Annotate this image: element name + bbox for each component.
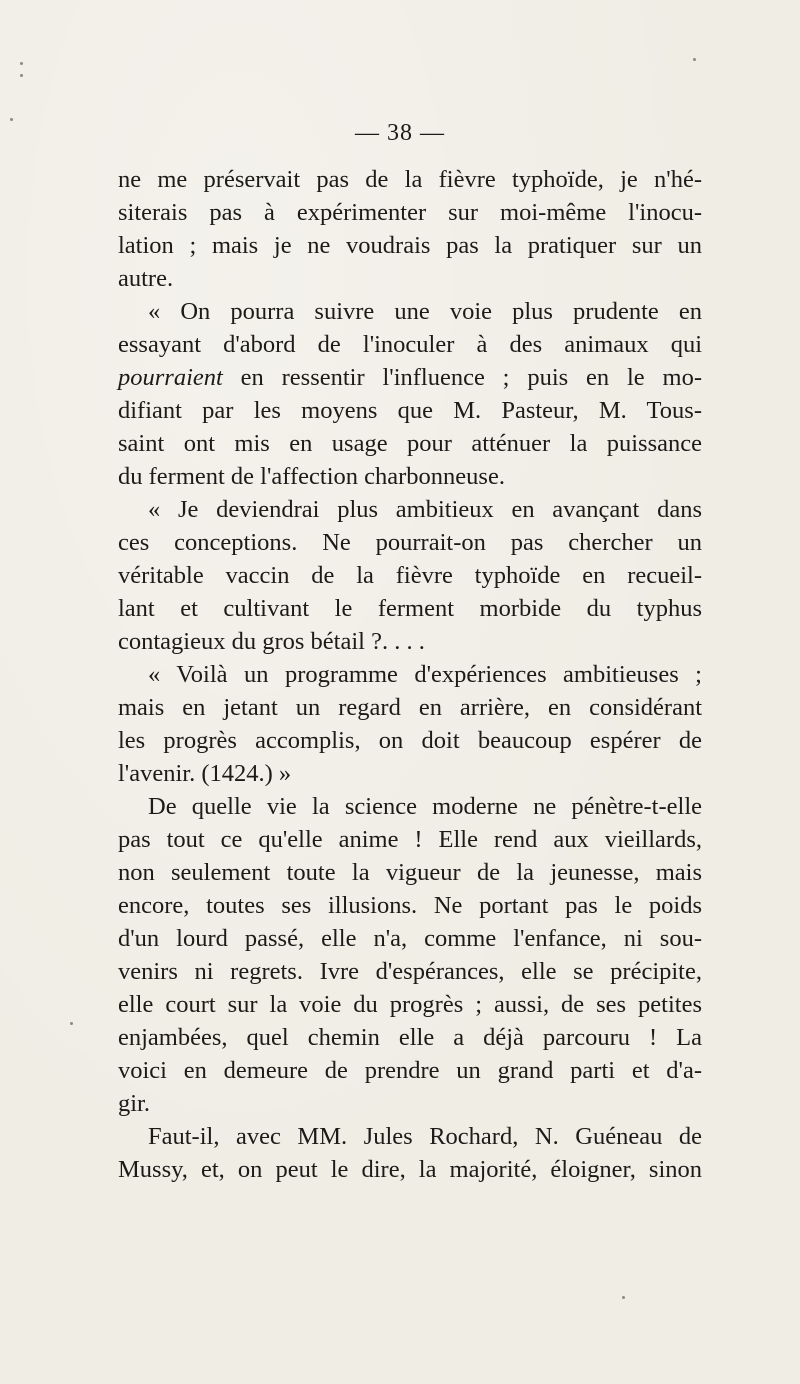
text-line: elle court sur la voie du progrès ; aussi, de ses petites <box>118 991 702 1018</box>
text-line: lation ; mais je ne voudrais pas la pratiquer sur un <box>118 232 702 259</box>
text-line: gir. <box>118 1090 150 1117</box>
text-line: Faut-il, avec MM. Jules Rochard, N. Guéneau de <box>148 1123 702 1150</box>
text-line: « On pourra suivre une voie plus prudente en <box>148 298 702 325</box>
text-line: du ferment de l'affection charbonneuse. <box>118 463 505 490</box>
paper-speck <box>10 118 13 121</box>
text-line: autre. <box>118 265 174 292</box>
text-line: enjambées, quel chemin elle a déjà parcouru ! La <box>118 1024 702 1051</box>
text-line: venirs ni regrets. Ivre d'espérances, elle se précipite, <box>118 958 702 985</box>
text-line: essayant d'abord de l'inoculer à des animaux qui <box>118 331 702 358</box>
paper-speck <box>622 1296 625 1299</box>
paper-speck <box>70 1022 73 1025</box>
text-line: lant et cultivant le ferment morbide du typhus <box>118 595 702 622</box>
body-text <box>118 163 702 1186</box>
text-line: Mussy, et, on peut le dire, la majorité, éloigner, sinon <box>118 1156 702 1183</box>
text-line: ces conceptions. Ne pourrait-on pas chercher un <box>118 529 702 556</box>
line-rest: en ressentir l'influence ; puis en le mo- <box>222 364 702 391</box>
text-line: non seulement toute la vigueur de la jeunesse, mais <box>118 859 702 886</box>
paper-speck <box>693 58 696 61</box>
text-line: « Voilà un programme d'expériences ambitieuses ; <box>148 661 702 688</box>
paper-speck <box>20 62 23 65</box>
text-line: siterais pas à expérimenter sur moi-même l'inocu- <box>118 199 702 226</box>
text-line: « Je deviendrai plus ambitieux en avançant dans <box>148 496 702 523</box>
italic-word: pourraient <box>118 364 223 391</box>
text-line: ne me préservait pas de la fièvre typhoïde, je n'hé- <box>118 166 702 193</box>
text-line: contagieux du gros bétail ?. . . . <box>118 628 425 655</box>
text-line: d'un lourd passé, elle n'a, comme l'enfance, ni sou- <box>118 925 702 952</box>
text-line: saint ont mis en usage pour atténuer la puissance <box>118 430 702 457</box>
page-number: — 38 — <box>355 120 445 146</box>
text-line: pas tout ce qu'elle anime ! Elle rend aux vieillards, <box>118 826 702 853</box>
text-line: De quelle vie la science moderne ne pénètre-t-elle <box>148 793 702 820</box>
text-line: voici en demeure de prendre un grand parti et d'a- <box>118 1057 702 1084</box>
text-line: véritable vaccin de la fièvre typhoïde en recueil- <box>118 562 702 589</box>
paper-speck <box>20 74 23 77</box>
text-line: les progrès accomplis, on doit beaucoup espérer de <box>118 727 702 754</box>
text-line: difiant par les moyens que M. Pasteur, M. Tous- <box>118 397 702 424</box>
text-line: l'avenir. (1424.) » <box>118 760 292 787</box>
text-line: mais en jetant un regard en arrière, en considérant <box>118 694 702 721</box>
text-line: encore, toutes ses illusions. Ne portant pas le poids <box>118 892 702 919</box>
text-line <box>118 361 702 394</box>
